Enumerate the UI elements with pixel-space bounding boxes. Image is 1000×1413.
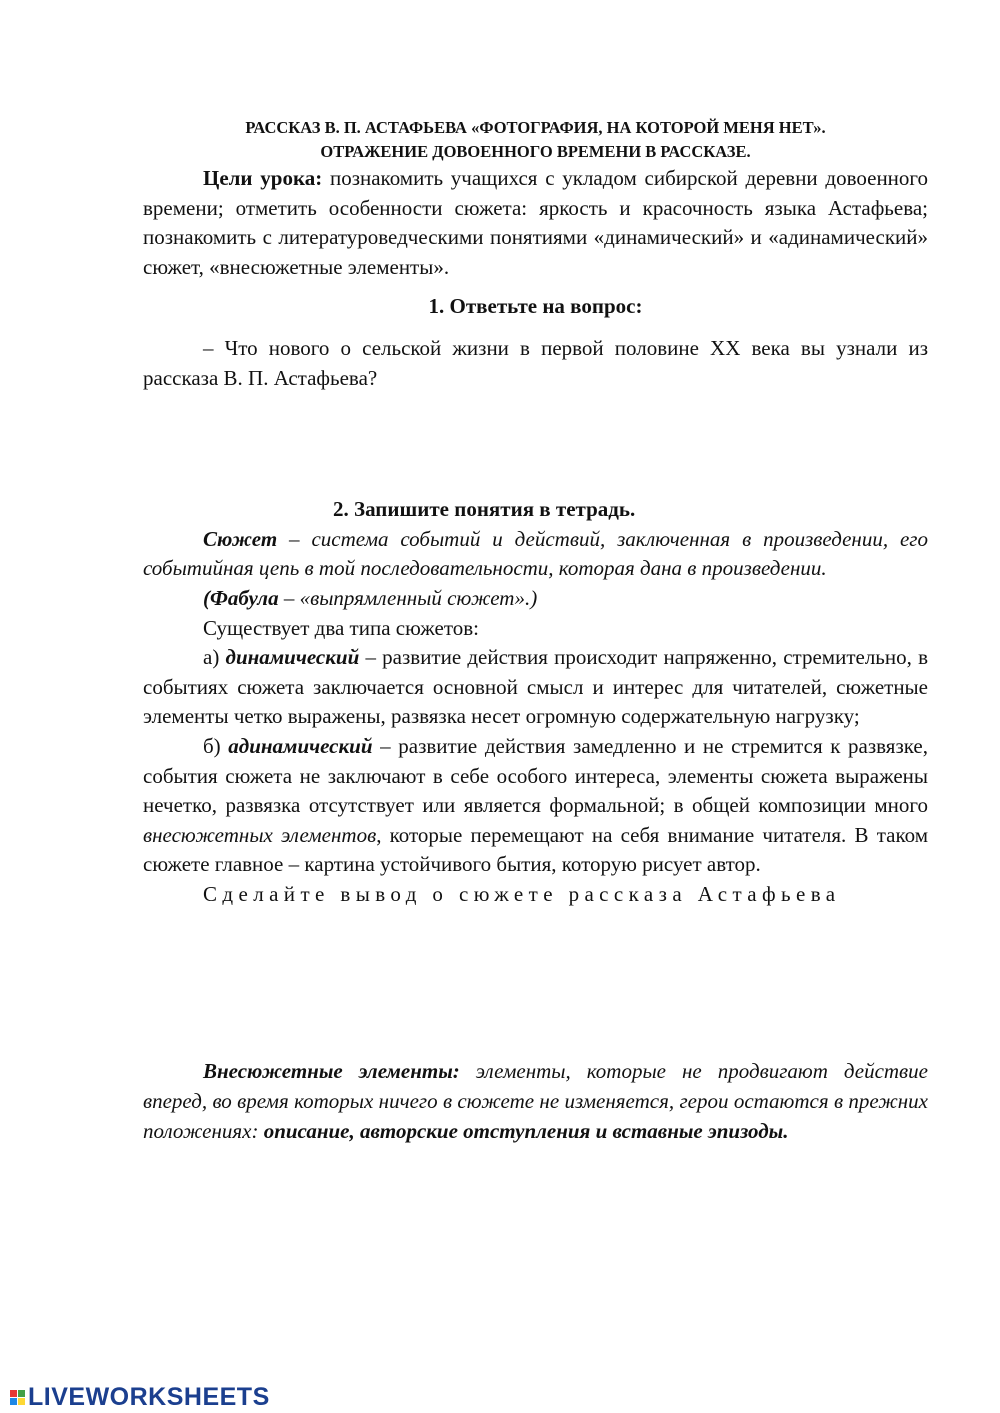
type-b-term: адинамический xyxy=(228,733,373,758)
type-b-prefix: б) xyxy=(203,733,229,758)
type-b-italic: внесюжетных элементов xyxy=(143,822,377,847)
section1-heading: 1. Ответьте на вопрос: xyxy=(428,294,643,319)
plot-type-a xyxy=(143,643,928,732)
fabula-definition xyxy=(143,584,928,614)
plot-types-intro: Существует два типа сюжетов: xyxy=(203,615,479,640)
type-a-text: – развитие действия происходит напряженно, стремительно, в событиях сюжета заключается основной смысл и интерес для читателей, сюжетные элементы четко выражены, развязка несет огромную содержательную нагрузку; xyxy=(143,645,928,729)
fabula-term: Фабула xyxy=(210,585,279,610)
extra-plot-elements xyxy=(143,1057,928,1146)
title-line-1: РАССКАЗ В. П. АСТАФЬЕВА «ФОТОГРАФИЯ, НА КОТОРОЙ МЕНЯ НЕТ». xyxy=(245,118,826,137)
fabula-def: – «выпрямленный сюжет».) xyxy=(278,585,538,610)
type-b-text1: – развитие действия замедленно и не стремится к развязке, события сюжета не заключают в себе особого интереса, элементы сюжета выражены нечетко, развязка отсутствует или является формальной; в общей композиции много xyxy=(143,733,928,818)
section1-question: – Что нового о сельской жизни в первой половине XX века вы узнали из рассказа В. П. Астафьева? xyxy=(143,335,928,390)
worksheet-page xyxy=(143,116,928,1146)
goals-label: Цели урока: xyxy=(203,166,323,190)
title-line-2: ОТРАЖЕНИЕ ДОВОЕННОГО ВРЕМЕНИ В РАССКАЗЕ. xyxy=(320,142,751,161)
goals-text: познакомить учащихся с укладом сибирской деревни довоенного времени; отметить особенности сюжета: яркость и красочность языка Астафьева; познакомить с литературоведческими понятиями «динамический» и «адинамический» сюжет, «внесюжетные элементы». xyxy=(143,166,929,279)
lesson-goals xyxy=(143,164,928,282)
logo-square-green xyxy=(18,1390,25,1397)
conclusion-task: Сделайте вывод о сюжете рассказа Астафьева xyxy=(203,881,841,906)
plot-term: Сюжет xyxy=(203,526,278,551)
plot-definition xyxy=(143,525,928,584)
extra-term: Внесюжетные элементы: xyxy=(203,1059,460,1084)
plot-def: – система событий и действий, заключенная в произведении, его событийная цепь в той последовательности, которая дана в произведении. xyxy=(143,526,928,581)
extra-examples: описание, авторские отступления и вставные эпизоды. xyxy=(263,1118,789,1143)
type-a-prefix: а) xyxy=(203,645,226,670)
type-a-term: динамический xyxy=(225,645,360,670)
liveworksheets-logo[interactable] xyxy=(10,1381,270,1413)
extra-def: элементы, которые не продвигают действие вперед, во время которых ничего в сюжете не изменяется, герои остаются в прежних положениях: xyxy=(143,1059,928,1143)
section2-heading: 2. Запишите понятия в тетрадь. xyxy=(333,497,636,522)
logo-square-blue xyxy=(10,1398,17,1405)
logo-squares-icon xyxy=(10,1390,25,1405)
logo-square-yellow xyxy=(18,1398,25,1405)
type-b-text2: , которые перемещают на себя внимание читателя. В таком сюжете главное – картина устойчивого бытия, которую рисует автор. xyxy=(143,822,928,877)
logo-text: LIVEWORKSHEETS xyxy=(28,1382,270,1411)
page-title xyxy=(143,116,928,164)
plot-type-b xyxy=(143,732,928,880)
fabula-open: ( xyxy=(203,585,210,610)
logo-square-red xyxy=(10,1390,17,1397)
